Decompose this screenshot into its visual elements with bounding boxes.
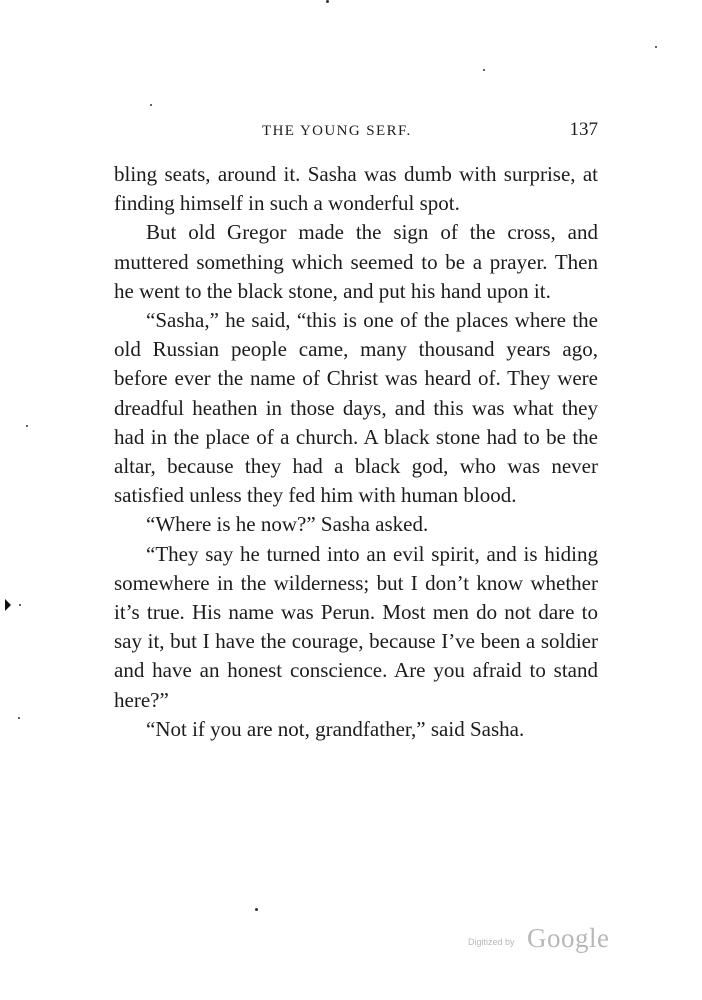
paragraph: bling seats, around it. Sasha was dumb with surprise, at finding himself in such a wonderful spot. [114, 162, 598, 216]
paragraph: But old Gregor made the sign of the cross, and muttered something which seemed to be a prayer. Then he went to the black stone, and put his hand upon it. [114, 220, 598, 303]
scan-speck [655, 46, 657, 48]
watermark-logo: Google [527, 923, 610, 953]
scan-speck [26, 425, 28, 427]
page-number: 137 [569, 119, 598, 140]
body-text [114, 160, 598, 744]
paragraph: “Where is he now?” Sasha asked. [146, 512, 429, 537]
scan-speck [255, 908, 258, 911]
margin-arrow-icon [5, 599, 11, 611]
scan-speck [326, 0, 329, 3]
paragraph: “Not if you are not, grandfather,” said Sasha. [146, 716, 525, 741]
scan-speck [19, 604, 21, 606]
digitized-watermark [468, 922, 618, 956]
running-head [114, 119, 598, 143]
scan-speck [483, 69, 485, 71]
paragraph: “They say he turned into an evil spirit, and is hiding somewhere in the wilderness; but I don’t know whether it’s true. His name was Perun. Most men do not dare to say it, but I have the courage, because I’ve been a soldier and have an honest conscience. Are you afraid to stand here?” [114, 541, 598, 712]
scan-speck [150, 104, 152, 106]
watermark-prefix: Digitized by [468, 937, 515, 947]
scan-speck [18, 717, 20, 719]
paragraph: “Sasha,” he said, “this is one of the places where the old Russian people came, many thousand years ago, before ever the name of Christ was heard of. They were dreadful heathen in those days, and this was what they had in the place of a church. A black stone had to be the altar, because they had a black god, who was never satisfied unless they fed him with human blood. [114, 308, 598, 508]
running-title: THE YOUNG SERF. [262, 123, 412, 139]
